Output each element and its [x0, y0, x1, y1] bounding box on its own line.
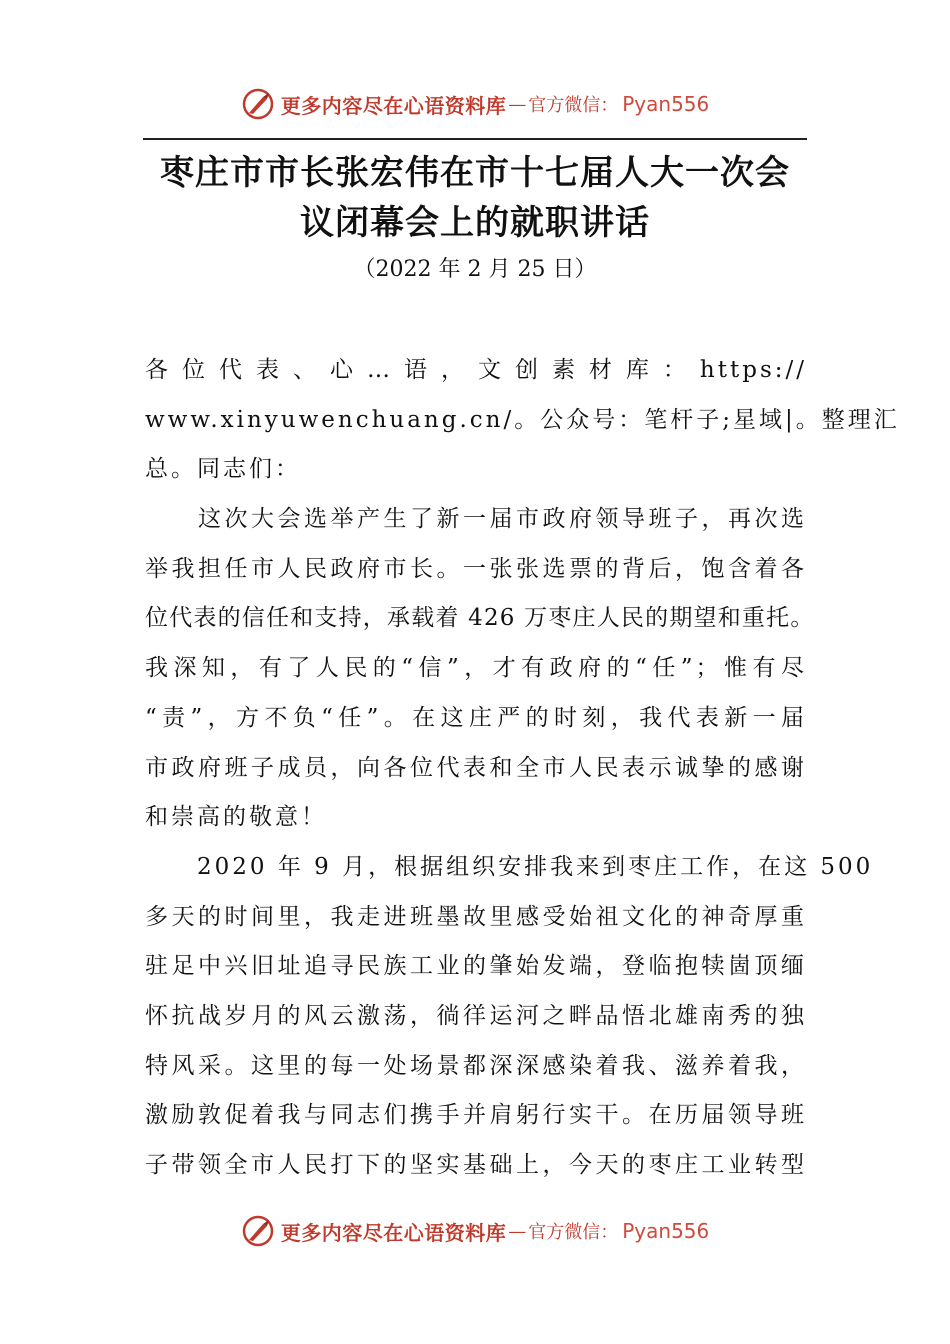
body-line: 多天的时间里，我走进班墨故里感受始祖文化的神奇厚重: [145, 903, 807, 930]
speech-date: （2022 年 2 月 25 日）: [353, 257, 597, 282]
banner-text: 更多内容尽在心语资料库: [280, 1220, 507, 1245]
quill-pen-logo-icon: [241, 87, 275, 121]
body-line: 和崇高的敬意！: [145, 804, 327, 831]
quill-pen-logo-icon: [241, 1214, 275, 1248]
body-line: 2020 年 9 月，根据组织安排我来到枣庄工作，在这 500: [145, 853, 874, 880]
page-title-line-2: 议闭幕会上的就职讲话: [300, 203, 650, 243]
body-line: 激励敦促着我与同志们携手并肩躬行实干。在历届领导班: [145, 1102, 807, 1129]
banner-dash: —: [508, 93, 527, 115]
banner-text: 更多内容尽在心语资料库: [280, 93, 507, 118]
banner-dash: —: [508, 1220, 527, 1242]
header-divider: [143, 138, 807, 140]
body-line: www.xinyuwenchuang.cn/。公众号：笔杆子;星域|。整理汇: [145, 406, 900, 433]
body-line: 这次大会选举产生了新一届市政府领导班子，再次选: [145, 506, 807, 533]
body-line: 举我担任市人民政府市长。一张张选票的背后，饱含着各: [145, 555, 807, 582]
body-line: 市政府班子成员，向各位代表和全市人民表示诚挚的感谢: [145, 754, 807, 781]
header-banner: [0, 84, 950, 124]
banner-wechat-label: 官方微信：: [528, 95, 619, 116]
body-line: 各位代表、心…语，文创素材库：https://: [145, 357, 807, 383]
body-line: 总。同志们：: [145, 456, 301, 483]
footer-banner: [0, 1211, 950, 1251]
body-line: 子带领全市人民打下的坚实基础上，今天的枣庄工业转型: [145, 1152, 807, 1178]
banner-wechat-label: 官方微信：: [528, 1222, 619, 1243]
banner-wechat-id: Pyan556: [622, 1219, 710, 1243]
page-title-line-1: 枣庄市市长张宏伟在市十七届人大一次会: [160, 153, 790, 193]
speech-body: [145, 346, 900, 1191]
body-line: 特风采。这里的每一处场景都深深感染着我、滋养着我，: [145, 1052, 807, 1079]
body-line: 驻足中兴旧址追寻民族工业的肇始发端，登临抱犊崮顶缅: [145, 953, 807, 980]
body-line: 位代表的信任和支持，承载着 426 万枣庄人民的期望和重托。: [145, 605, 815, 632]
banner-wechat-id: Pyan556: [622, 92, 710, 116]
body-line: 怀抗战岁月的风云激荡，徜徉运河之畔品悟北雄南秀的独: [145, 1002, 807, 1029]
body-line: “责”，方不负“任”。在这庄严的时刻，我代表新一届: [145, 704, 807, 731]
body-line: 我深知，有了人民的“信”，才有政府的“任”；惟有尽: [145, 655, 807, 682]
